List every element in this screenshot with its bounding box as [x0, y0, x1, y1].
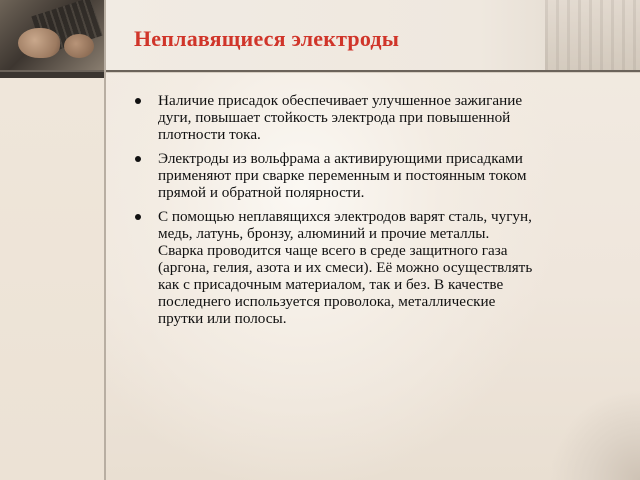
laptop-hands-photo: [0, 0, 105, 70]
header-divider-light: [105, 72, 640, 73]
bullet-dot-icon: [135, 214, 141, 220]
header-decoration: [545, 0, 640, 70]
bullet-text: Наличие присадок обеспечивает улучшенное зажигание дуги, повышает стойкость электрода при повышенной плотности тока.: [158, 92, 523, 143]
bullet-dot-icon: [135, 98, 141, 104]
bullet-item: [134, 208, 536, 327]
slide-title: Неплавящиеся электроды: [134, 26, 400, 51]
bullet-text: С помощью неплавящихся электродов варят сталь, чугун, медь, латунь, бронзу, алюминий и прочие металлы. Сварка проводится чаще всего в среде защитного газа (аргона, гелия, азота и их смеси). Её можно осуществлять как с присадочным материалом, так и без. В качестве последнего используется проволока, металлические прутки или полосы.: [158, 208, 533, 327]
bullet-list: [134, 92, 536, 334]
corner-decoration: [530, 370, 640, 480]
hand-shape-secondary: [64, 34, 94, 58]
left-margin-panel: [0, 78, 104, 480]
bullet-item: [134, 150, 536, 201]
bullet-item: [134, 92, 536, 143]
bullet-text: Электроды из вольфрама а активирующими присадками применяют при сварке переменным и постоянным током прямой и обратной полярности.: [158, 150, 527, 201]
hand-shape: [18, 28, 60, 58]
bullet-dot-icon: [135, 156, 141, 162]
left-divider: [104, 0, 106, 480]
